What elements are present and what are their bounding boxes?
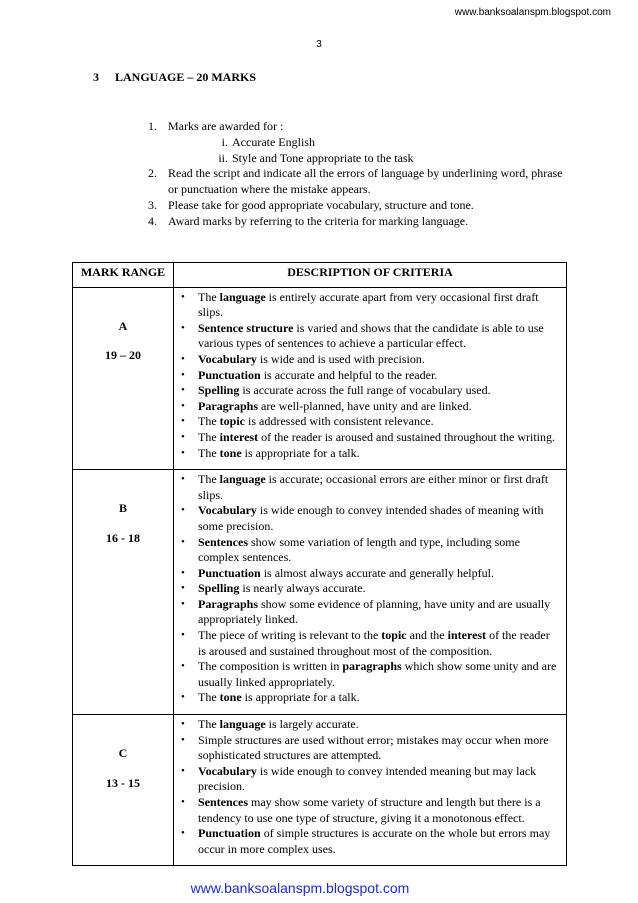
section-number: 3 [93, 70, 99, 84]
mark-cell [73, 287, 174, 470]
instruction-subitem [148, 135, 568, 151]
criteria-item: • Vocabulary is wide enough to convey intended meaning but may lack precision. [181, 763, 537, 794]
criteria-keyword: language [219, 472, 266, 487]
bullet-icon: • [181, 535, 185, 548]
mark-range: 13 - 15 [106, 775, 140, 790]
criteria-row [73, 470, 567, 715]
criteria-keyword: language [219, 289, 266, 304]
mark-range: 19 – 20 [105, 348, 141, 363]
page-number: 3 [316, 39, 322, 50]
bullet-icon: • [181, 733, 185, 746]
criteria-item: • The language is largely accurate. [181, 717, 359, 732]
criteria-keyword: tone [219, 445, 242, 460]
criteria-keyword: tone [219, 690, 242, 705]
mark-cell [73, 470, 174, 715]
bullet-icon: • [181, 368, 185, 381]
instruction-item [148, 166, 568, 198]
footer-url: www.banksoalanspm.blogspot.com [190, 880, 410, 896]
instruction-number: 2. [148, 166, 157, 181]
criteria-item: • The tone is appropriate for a talk. [181, 690, 360, 705]
bullet-icon: • [181, 384, 185, 397]
criteria-item: • The tone is appropriate for a talk. [181, 445, 360, 460]
criteria-item: • Vocabulary is wide enough to convey intended shades of meaning with some precision. [181, 503, 544, 533]
instruction-subnumber: i. [221, 134, 228, 149]
section-title [93, 70, 256, 85]
bullet-icon: • [181, 764, 185, 777]
criteria-keyword: Spelling [198, 581, 240, 596]
bullet-icon: • [181, 352, 185, 365]
criteria-item: • The topic is addressed with consistent relevance. [181, 414, 434, 429]
mark-range-header: MARK RANGE [73, 263, 174, 288]
header-url: www.banksoalanspm.blogspot.com [454, 7, 611, 18]
bullet-icon: • [181, 446, 185, 459]
criteria-item: • Spelling is nearly always accurate. [181, 581, 366, 596]
criteria-item: • Sentences show some variation of length and type, including some complex sentences. [181, 534, 520, 565]
description-cell [174, 470, 567, 715]
bullet-icon: • [181, 582, 185, 595]
criteria-header-row [73, 263, 567, 288]
criteria-item: • Paragraphs are well-planned, have unity and are linked. [181, 398, 472, 413]
bullet-icon: • [181, 718, 185, 731]
criteria-keyword: Vocabulary [198, 351, 257, 366]
criteria-list [174, 290, 560, 462]
grade-letter: A [118, 318, 128, 333]
bullet-icon: • [181, 321, 185, 334]
criteria-table [72, 262, 567, 866]
instruction-text: Award marks by referring to the criteria for marking language. [168, 213, 469, 228]
criteria-list [174, 717, 560, 857]
criteria-item: • The interest of the reader is aroused and sustained throughout the writing. [181, 429, 556, 444]
criteria-item: • Paragraphs show some evidence of planning, have unity and are usually appropriately linked. [181, 596, 551, 627]
grade-letter: B [118, 501, 127, 516]
criteria-item: • Spelling is accurate across the full range of vocabulary used. [181, 383, 491, 398]
criteria-keyword: Paragraphs [198, 398, 258, 413]
criteria-keyword: topic [381, 628, 407, 643]
bullet-icon: • [181, 504, 185, 517]
criteria-body [73, 287, 567, 866]
bullet-icon: • [181, 660, 185, 673]
criteria-keyword: interest [219, 429, 259, 444]
criteria-keyword: Sentence structure [198, 320, 294, 335]
criteria-keyword: Sentences [198, 795, 248, 809]
criteria-keyword: Vocabulary [198, 763, 257, 778]
instruction-subnumber: ii. [218, 150, 228, 165]
criteria-item: • Sentences may show some variety of structure and length but there is a tendency to use one type of structure, giving it a monotonous effect. [181, 795, 541, 825]
bullet-icon: • [181, 290, 185, 303]
mark-range: 16 - 18 [106, 530, 140, 545]
criteria-keyword: Punctuation [198, 367, 261, 382]
criteria-keyword: Punctuation [198, 826, 261, 841]
criteria-item: • The language is entirely accurate apart from very occasional first draft slips. [181, 289, 539, 320]
bullet-icon: • [181, 629, 185, 642]
criteria-keyword: paragraphs [342, 659, 402, 674]
criteria-item: • The piece of writing is relevant to the topic and the interest of the reader is aroused and sustained throughout most of the composition. [181, 628, 550, 658]
instruction-text: Marks are awarded for : [168, 119, 284, 133]
bullet-icon: • [181, 430, 185, 443]
bullet-icon: • [181, 566, 185, 579]
criteria-keyword: Sentences [198, 534, 248, 549]
criteria-keyword: Spelling [198, 383, 240, 398]
criteria-keyword: Paragraphs [198, 596, 258, 611]
criteria-item: • Simple structures are used without error; mistakes may occur when more sophisticated structures are attempted. [181, 732, 549, 763]
instruction-item [148, 198, 568, 214]
bullet-icon: • [181, 691, 185, 704]
criteria-item: • Vocabulary is wide and is used with precision. [181, 351, 425, 366]
criteria-keyword: interest [447, 628, 487, 643]
criteria-item: • Punctuation is almost always accurate and generally helpful. [181, 565, 494, 580]
bullet-icon: • [181, 399, 185, 412]
description-header: DESCRIPTION OF CRITERIA [174, 263, 567, 288]
criteria-item: • Punctuation is accurate and helpful to the reader. [181, 367, 438, 382]
criteria-item: • The composition is written in paragraphs which show some unity and are usually linked appropriately. [181, 659, 557, 689]
instruction-text: Read the script and indicate all the errors of language by underlining word, phrase or punctuation where the mistake appears. [168, 166, 563, 197]
instruction-number: 1. [148, 119, 157, 133]
criteria-item: • Sentence structure is varied and shows that the candidate is able to use various types of sentences to achieve a particular effect. [181, 320, 544, 351]
instruction-subtext: Accurate English [232, 134, 315, 149]
criteria-item: • Punctuation of simple structures is accurate on the whole but errors may occur in more complex uses. [181, 826, 551, 856]
bullet-icon: • [181, 473, 185, 486]
description-cell [174, 715, 567, 866]
mark-cell [73, 715, 174, 866]
instruction-item [148, 214, 568, 230]
bullet-icon: • [181, 415, 185, 428]
instruction-subitem [148, 151, 568, 167]
criteria-keyword: Punctuation [198, 565, 261, 580]
criteria-keyword: Vocabulary [198, 503, 257, 518]
description-cell [174, 287, 567, 470]
bullet-icon: • [181, 827, 185, 840]
instruction-text: Please take for good appropriate vocabulary, structure and tone. [168, 197, 474, 212]
criteria-item: • The language is accurate; occasional errors are either minor or first draft slips. [181, 472, 549, 502]
instruction-item [148, 119, 568, 135]
criteria-keyword: topic [219, 414, 245, 429]
criteria-list [174, 472, 560, 706]
instruction-subtext: Style and Tone appropriate to the task [232, 150, 414, 165]
bullet-icon: • [181, 597, 185, 610]
instructions-list [148, 119, 568, 230]
bullet-icon: • [181, 796, 185, 808]
criteria-keyword: language [219, 717, 266, 732]
instruction-number: 3. [148, 197, 157, 212]
section-title-text: LANGUAGE – 20 MARKS [115, 70, 257, 84]
criteria-row [73, 287, 567, 470]
grade-letter: C [118, 746, 128, 761]
criteria-row [73, 715, 567, 866]
instruction-number: 4. [148, 213, 157, 228]
